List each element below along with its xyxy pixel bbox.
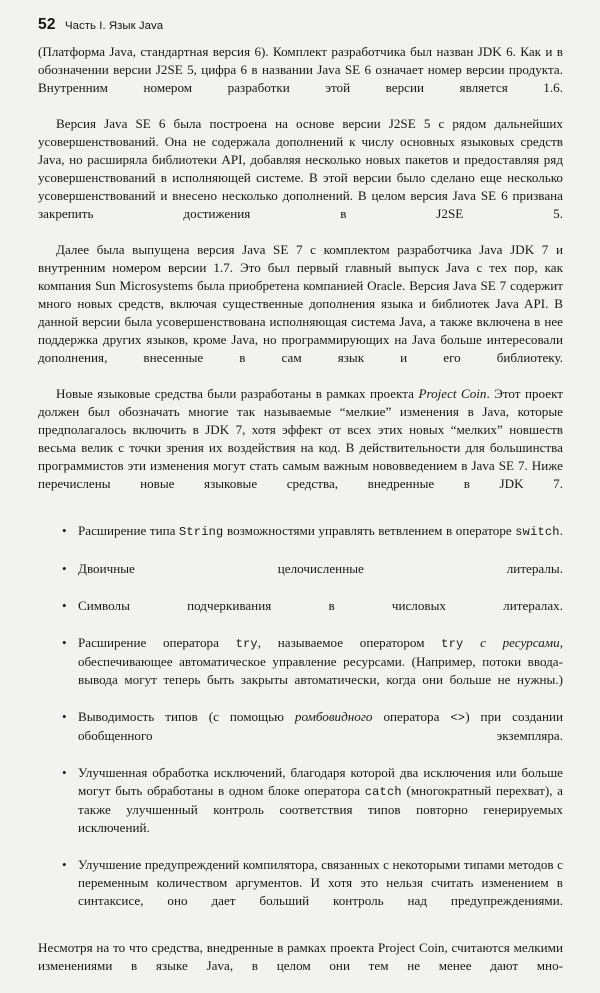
list-item-text: Улучшение предупреждений компилятора, связанных с некоторыми типами методов с переменным количеством аргументов. И хотя это нельзя считать изменением в синтаксисе, оно дает больший контроль над предупреждениями. [78,857,563,908]
list-item [38,764,563,855]
paragraph: (Платформа Java, стандартная версия 6). Комплект разработчика был назван JDK 6. Как и в обозначении версии J2SE 5, цифра 6 в названии Java SE 6 означает номер версии продукта. Внутренним номером разработки этой версии является 1.6. [38,44,563,95]
feature-list [38,522,563,928]
code-span: try [235,637,258,651]
paragraph: Далее была выпущена версия Java SE 7 с комплектом разработчика Java JDK 7 и внутренним номером версии 1.7. Это был первый главный выпуск Java с тех пор, как компания Sun Microsystems была приобретена компанией Oracle. Версия Java SE 7 содержит много новых средств, включая существенные дополнения языка и библиотек Java API. В данной версии была усовершенствована исполняющая система Java, а также включена в нее поддержка других языков, кроме Java, но программирующих на Java больше интересовали дополнения, внесенные в сам язык и его библиотеку. [38,242,563,365]
list-item-text: Выводимость типов (с помощью ромбовидного оператора <>) при создании обобщенного экземпляра. [78,709,563,743]
paragraph: Новые языковые средства были разработаны в рамках проекта Project Coin. Этот проект должен был обозначать многие так называемые “мелкие” изменения в Java, которые предполагалось включить в JDK 7, хотя эффект от всех этих новых “мелких” новшеств весьма велик с точки зрения их воздействия на код. В действительности для большинства программистов эти изменения могут стать самым важным нововведением в Java SE 7. Ниже перечислены новые языковые средства, внедренные в JDK 7. [38,386,563,491]
list-item-text: Символы подчеркивания в числовых литералах. [78,598,563,613]
emphasis-span: ромбовидного [294,709,373,724]
paragraph: Несмотря на то что средства, внедренные в рамках проекта Project Coin, считаются мелкими изменениями в языке Java, в целом они тем не менее дают мно- [38,940,563,973]
code-span: String [179,525,224,539]
list-item-text: Расширение оператора try, называемое оператором try с ресурсами, обеспечивающее автоматическое управление ресурсами. (Например, потоки ввода-вывода могут теперь быть закрыты автоматически, когда они больше не нужны.) [78,635,563,687]
text-block [38,43,563,993]
code-span: <> [450,711,466,725]
code-span: try [441,637,464,651]
list-item [38,708,563,763]
list-item-text: Двоичные целочисленные литералы. [78,561,563,576]
emphasis-span: Project Coin [418,386,487,401]
list-item [38,856,563,928]
code-span: catch [364,785,402,799]
running-head [38,16,163,34]
list-item [38,522,563,559]
paragraph: Версия Java SE 6 была построена на основе версии J2SE 5 с рядом дальнейших усовершенствований. Она не содержала дополнений к числу основных языковых средств Java, но расширяла библиотеки API, добавляя несколько новых пакетов и предоставляя ряд усовершенствований в исполняющей системе. В этой версии было сделано еще несколько усовершенствований и внесено несколько дополнений. В целом версия Java SE 6 призвана закрепить достижения в J2SE 5. [38,116,563,221]
page-number: 52 [38,16,56,33]
code-span: switch [515,525,560,539]
list-item-text: Расширение типа String возможностями управлять ветвлением в операторе switch. [78,523,563,539]
list-item [38,634,563,707]
emphasis-span: с ресурсами [480,635,560,650]
list-item-text: Улучшенная обработка исключений, благодаря которой два исключения или больше могут быть обработаны в одном блоке оператора catch (многократный перехват), а также улучшенный контроль соответствия типов повторно генерируемых исключений. [78,765,563,835]
list-item [38,560,563,596]
list-item [38,597,563,633]
running-head-title: Часть I. Язык Java [65,20,164,32]
